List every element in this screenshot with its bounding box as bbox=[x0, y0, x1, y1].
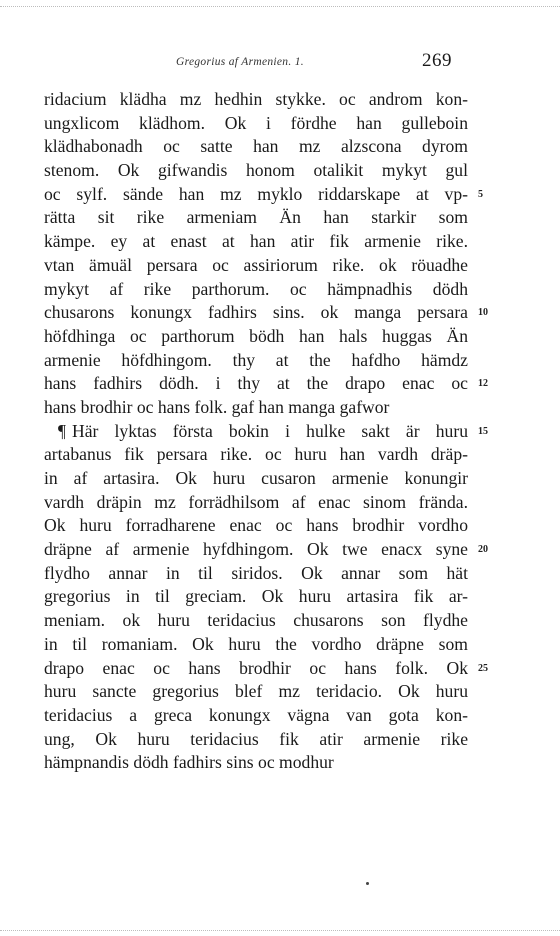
text-line: kämpe. ey at enast at han atir fik armenie rike. bbox=[44, 231, 468, 252]
line-number: 15 bbox=[478, 425, 488, 437]
text-line: hans brodhir oc hans folk. gaf han manga gafwor bbox=[44, 396, 390, 417]
line-number bbox=[478, 135, 518, 159]
text-line: in til romaniam. Ok huru the vordho dräpne som bbox=[44, 633, 468, 654]
text-line: ridacium klädha mz hedhin stykke. oc androm kon- bbox=[44, 89, 468, 109]
line-number bbox=[478, 514, 518, 538]
line-number bbox=[478, 751, 518, 775]
text-line: in af artasira. Ok huru cusaron armenie konungir bbox=[44, 468, 468, 488]
line-number bbox=[478, 159, 518, 183]
line-number bbox=[478, 728, 518, 752]
line-number bbox=[478, 254, 518, 278]
text-line: rätta sit rike armeniam Än han starkir som bbox=[44, 207, 468, 228]
ink-speck bbox=[366, 882, 369, 885]
text-line: stenom. Ok gifwandis honom otalikit mykyt gul bbox=[44, 160, 468, 181]
text-line: drapo enac oc hans brodhir oc hans folk. Ok bbox=[44, 657, 468, 678]
text-line: hämpnandis dödh fadhirs sins oc modhur bbox=[44, 752, 334, 773]
text-line: dräpne af armenie hyfdhingom. Ok twe enacx syne bbox=[44, 539, 468, 560]
top-dotted-rule bbox=[0, 6, 560, 7]
text-line: vtan ämuäl persara oc assiriorum rike. ok röuadhe bbox=[44, 254, 468, 275]
running-head: Gregorius af Armenien. 1. bbox=[176, 56, 304, 68]
line-number: 5 bbox=[478, 188, 483, 200]
text-line: mykyt af rike parthorum. oc hämpnadhis dödh bbox=[44, 278, 468, 299]
line-number bbox=[478, 325, 518, 349]
line-number bbox=[478, 562, 518, 586]
text-line: armenie höfdhingom. thy at the hafdho hämdz bbox=[44, 349, 468, 370]
line-number: 10 bbox=[478, 307, 488, 319]
text-line: ung, Ok huru teridacius fik atir armenie rike bbox=[44, 728, 468, 749]
text-line: klädhabonadh oc satte han mz alzscona dyrom bbox=[44, 136, 468, 157]
page-number: 269 bbox=[422, 50, 452, 71]
line-number bbox=[478, 585, 518, 609]
text-line: teridacius a greca konungx vägna van gota kon- bbox=[44, 704, 468, 725]
margin-line-numbers bbox=[478, 88, 518, 775]
line-number bbox=[478, 609, 518, 633]
text-line: ungxlicom klädhom. Ok i fördhe han gulleboin bbox=[44, 112, 468, 133]
pilcrow-icon: ¶ bbox=[58, 420, 66, 441]
line-number bbox=[478, 704, 518, 728]
paragraph-start-line bbox=[44, 420, 468, 444]
bottom-dotted-rule bbox=[0, 930, 560, 931]
text-line: flydho annar in til siridos. Ok annar som hät bbox=[44, 562, 468, 583]
line-number: 20 bbox=[478, 544, 488, 556]
line-number bbox=[478, 230, 518, 254]
text-line: huru sancte gregorius blef mz teridacio. Ok huru bbox=[44, 681, 468, 702]
text-line: hans fadhirs dödh. i thy at the drapo enac oc bbox=[44, 373, 468, 394]
line-number bbox=[478, 278, 518, 302]
text-line: vardh dräpin mz forrädhilsom af enac sinom frända. bbox=[44, 491, 468, 512]
line-number bbox=[478, 206, 518, 230]
line-number bbox=[478, 443, 518, 467]
text-line: chusarons konungx fadhirs sins. ok manga persara bbox=[44, 302, 468, 323]
line-number: 12 bbox=[478, 378, 488, 390]
line-number bbox=[478, 112, 518, 136]
line-number bbox=[478, 467, 518, 491]
text-line: höfdhinga oc parthorum bödh han hals huggas Än bbox=[44, 325, 468, 346]
line-number bbox=[478, 349, 518, 373]
line-number: 25 bbox=[478, 662, 488, 674]
text-line: meniam. ok huru teridacius chusarons son flydhe bbox=[44, 610, 468, 631]
text-line: Ok huru forradharene enac oc hans brodhir vordho bbox=[44, 515, 468, 536]
line-number bbox=[478, 88, 518, 112]
line-number bbox=[478, 680, 518, 704]
text-line: oc sylf. sände han mz myklo riddarskape at vp- bbox=[44, 183, 468, 204]
body-text bbox=[44, 88, 468, 775]
line-number bbox=[478, 396, 518, 420]
text-line: Här lyktas första bokin i hulke sakt är huru bbox=[71, 420, 468, 441]
text-line: artabanus fik persara rike. oc huru han vardh dräp- bbox=[44, 444, 468, 465]
text-line: gregorius in til greciam. Ok huru artasira fik ar- bbox=[44, 586, 468, 607]
line-number bbox=[478, 633, 518, 657]
line-number bbox=[478, 491, 518, 515]
